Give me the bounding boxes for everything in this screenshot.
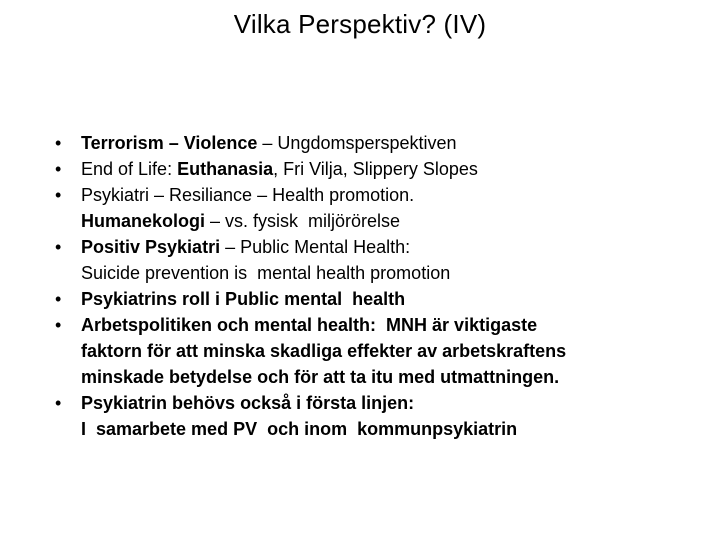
bullet-item [55, 234, 705, 286]
bullet-line [81, 364, 705, 390]
bullet-line [81, 182, 705, 208]
bold-text: Terrorism – Violence [81, 133, 258, 153]
bullet-dot-icon: • [55, 133, 62, 153]
text-segment: Suicide prevention is mental health promotion [81, 263, 451, 283]
bullet-line [81, 286, 705, 312]
slide-title: Vilka Perspektiv? (IV) [233, 9, 487, 39]
text-segment: – Ungdomsperspektiven [257, 133, 457, 153]
bold-text: I samarbete med PV och inom kommunpsykiatrin [81, 419, 518, 439]
text-segment: – Public Mental Health: [220, 237, 411, 257]
bullet-line [81, 130, 705, 156]
bullet-line [81, 338, 705, 364]
bullet-list [55, 130, 705, 442]
bold-text: Humanekologi [81, 211, 206, 231]
text-segment: – vs. fysisk miljörörelse [205, 211, 401, 231]
bold-text: Positiv Psykiatri [81, 237, 221, 257]
bullet-line [81, 416, 705, 442]
bold-text: Euthanasia [177, 159, 274, 179]
bullet-dot-icon: • [55, 159, 62, 179]
bullet-item [55, 182, 705, 234]
bold-text: faktorn för att minska skadliga effekter av arbetskraftens [81, 341, 567, 361]
bullet-item [55, 390, 705, 442]
bullet-line [81, 156, 705, 182]
bullet-dot-icon: • [55, 289, 62, 309]
bold-text: minskade betydelse och för att ta itu med utmattningen. [81, 367, 560, 387]
bullet-line [81, 208, 705, 234]
bullet-item [55, 130, 705, 156]
bold-text: Arbetspolitiken och mental health: MNH är viktigaste [81, 315, 538, 335]
bullet-line [81, 312, 705, 338]
bullet-line [81, 390, 705, 416]
text-segment: End of Life: [81, 159, 178, 179]
bold-text: Psykiatrin behövs också i första linjen: [81, 393, 415, 413]
bullet-line [81, 260, 705, 286]
bold-text: Psykiatrins roll i Public mental health [81, 289, 406, 309]
bullet-dot-icon: • [55, 315, 62, 335]
text-segment: , Fri Vilja, Slippery Slopes [273, 159, 478, 179]
bullet-item [55, 312, 705, 390]
text-segment: Psykiatri – Resiliance – Health promotion. [81, 185, 415, 205]
bullet-item [55, 286, 705, 312]
bullet-line [81, 234, 705, 260]
bullet-item [55, 156, 705, 182]
bullet-dot-icon: • [55, 393, 62, 413]
bullet-dot-icon: • [55, 237, 62, 257]
bullet-dot-icon: • [55, 185, 62, 205]
